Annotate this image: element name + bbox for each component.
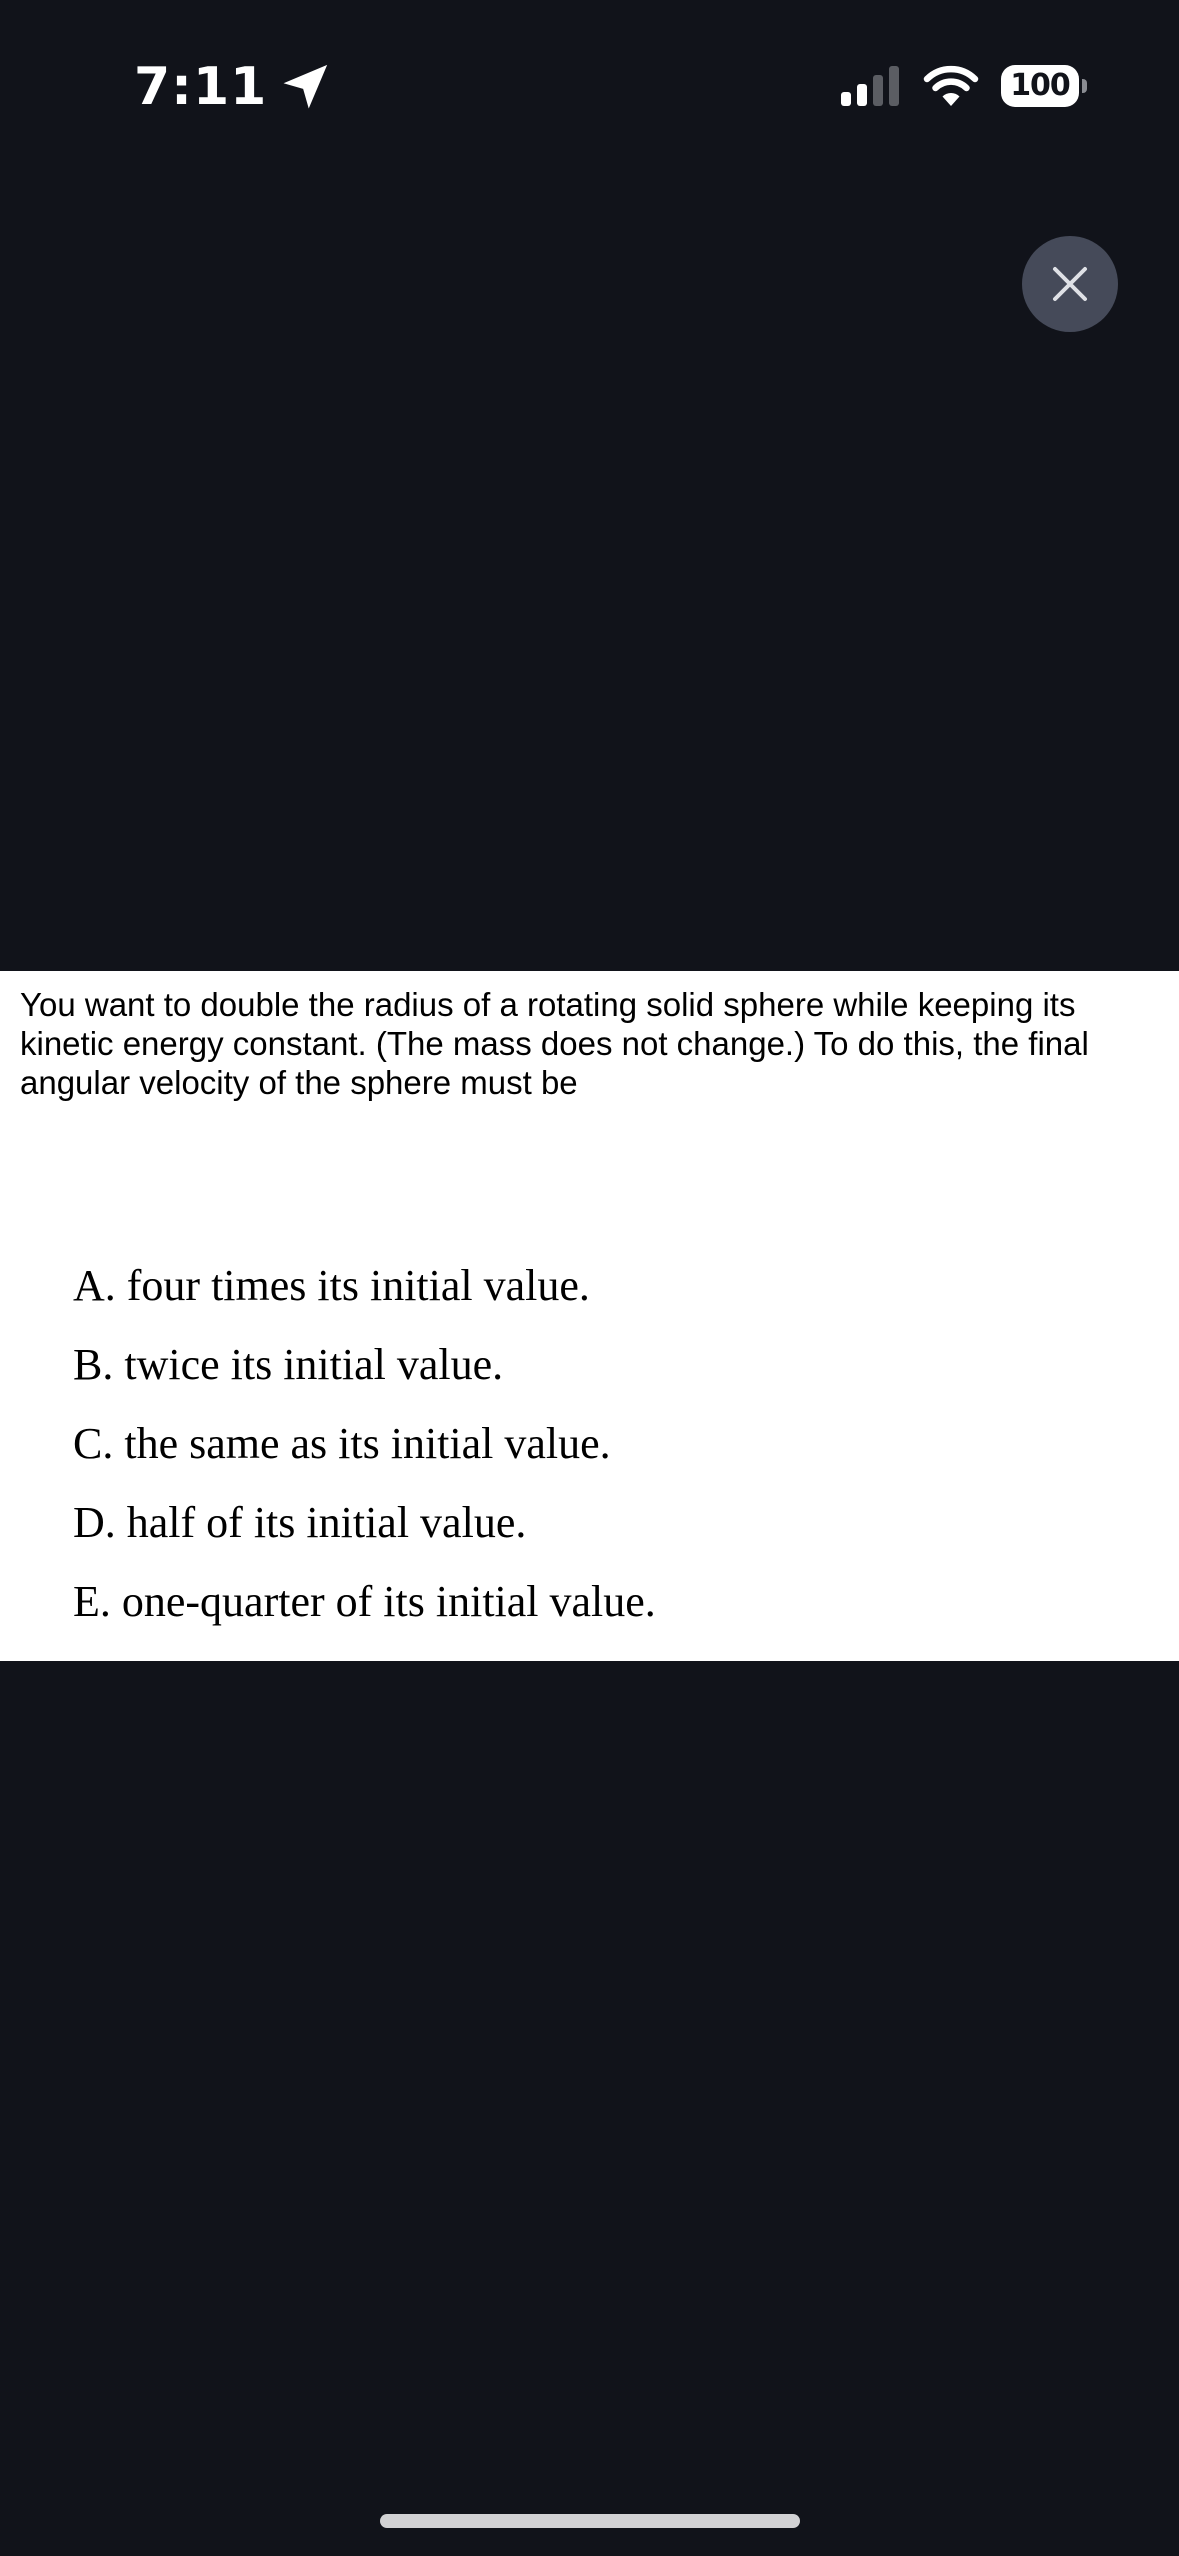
answer-option-e[interactable]: E. one-quarter of its initial value. (73, 1577, 656, 1626)
cellular-signal-icon (839, 64, 901, 108)
close-icon (1050, 264, 1090, 304)
question-prompt: You want to double the radius of a rotating solid sphere while keeping its kinetic energy constant. (The mass does not change.) To do this, the final angular velocity of the sphere must be (20, 986, 1089, 1101)
question-card (0, 971, 1179, 1661)
battery-level: 100 (1010, 68, 1070, 103)
time-group (134, 55, 333, 119)
answer-option-b[interactable]: B. twice its initial value. (73, 1340, 504, 1389)
status-bar (0, 0, 1179, 170)
status-indicators (839, 64, 1079, 108)
answer-option-d[interactable]: D. half of its initial value. (73, 1498, 527, 1547)
location-arrow-icon (277, 59, 333, 115)
answer-option-a[interactable]: A. four times its initial value. (73, 1261, 590, 1310)
answer-option-c[interactable]: C. the same as its initial value. (73, 1419, 611, 1468)
battery-icon (1001, 65, 1079, 107)
close-button[interactable] (1022, 236, 1118, 332)
status-time: 7:11 (134, 57, 268, 117)
wifi-icon (923, 64, 979, 108)
home-indicator[interactable] (380, 2514, 800, 2528)
battery-cap (1082, 79, 1087, 93)
answer-options (73, 1261, 656, 1656)
